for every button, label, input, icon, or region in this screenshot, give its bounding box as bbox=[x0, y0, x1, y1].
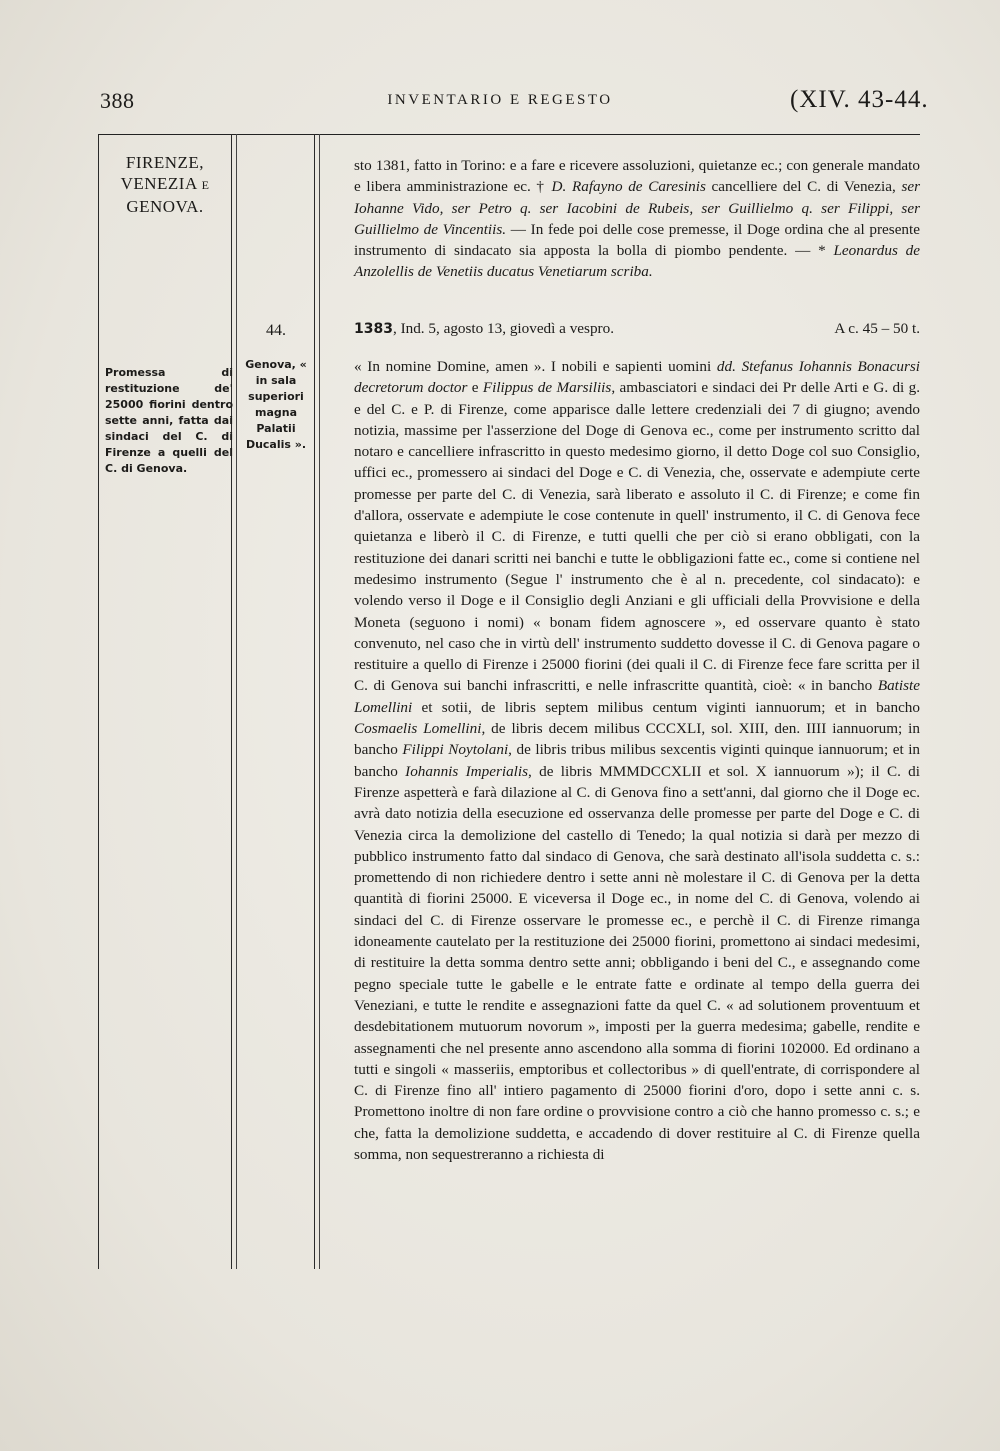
column-rule-right bbox=[314, 134, 315, 1269]
column-rule-left bbox=[98, 134, 99, 1269]
entry-year: 1383 bbox=[354, 321, 393, 337]
paragraph-continuation: sto 1381, fatto in Torino: e a fare e ricevere assoluzioni, quietanze ec.; con generale mandato e libera amministrazione ec. † D. Rafayno de Caresinis cancelliere del C. di Venezia, ser Iohanne Vido, ser Petro q. ser Iacobini de Rubeis, ser Guillielmo q. ser Filippi, ser Guillielmo de Vincentiis. — In fede poi delle cose premesse, il Doge ordina che al presente instrumento di sindacato sia apposta la bolla di piombo pendente. — * Leonardus de Anzolellis de Venetiis ducatus Venetiarum scriba. bbox=[354, 157, 920, 281]
column-rule-middle bbox=[231, 134, 232, 1269]
column-rule-right-inner bbox=[319, 134, 320, 1269]
document-location: Genova, « in sala superiori magna Palatii Ducalis ». bbox=[245, 358, 307, 451]
entry-date: , Ind. 5, agosto 13, giovedì a vespro. bbox=[392, 320, 614, 337]
running-title: INVENTARIO E REGESTO bbox=[387, 92, 613, 108]
folio-reference: A c. 45 – 50 t. bbox=[834, 320, 920, 337]
top-rule bbox=[98, 134, 920, 135]
section-reference: (XIV. 43-44. bbox=[790, 86, 929, 113]
paragraph-main: « In nomine Domine, amen ». I nobili e sapienti uomini dd. Stefanus Iohannis Bonacursi decretorum doctor e Filippus de Marsiliis, ambasciatori e sindaci dei Pr delle Arti e G. di g. e del C. e P. di Firenze, come apparisce dalle lettere credenziali dei 7 di giugno; avendo notizia, massime per l'asserzione del Doge di Genova ec., come per instrumento scritto dal notaro e cancelliere infrascritto in questo medesimo giorno, il detto Doge col suo Consiglio, uffici ec., promessero ai sindaci del Doge e C. di Venezia, che, osservate e adempiute certe promesse per parte del C. di Venezia, sarà liberato e assoluto il C. di Firenze; e come fin d'allora, osservate e adempiute le cose contenute in quell' instrumento, il C. di Genova fece quietanza e liberò il C. di Firenze, e tutti quelli che per ciò si erano obbligati, con la restituzione dei danari scritti nei banchi e tutte le obbligazioni fatte ec., come si contiene nel medesimo instrumento (Segue l' instrumento che è al n. precedente, col sindacato): e volendo verso il Doge e il Consiglio degli Anziani e gli ufficiali della Provvisione e della Moneta (seguono i nomi) « bonam fidem agnoscere », ed osservare quanto è stato convenuto, nel caso che in virtù dell' instrumento suddetto dovesse il C. di Genova pagare o restituire a quello di Firenze i 25000 fiorini (dei quali il C. di Firenze fece fare scritta per il C. di Genova sui banchi infrascritti, e nelle infrascritte quantità, cioè: « in bancho Batiste Lomellini et sotii, de libris septem milibus centum viginti iannuorum; et in bancho Cosmaelis Lomellini, de libris decem milibus CCCXLI, sol. XIII, den. IIII iannuorum; in bancho Filippi Noytolani, de libris tribus milibus sexcentis viginti quinque iannuorum; et in bancho Iohannis Imperialis, de libris MMMDCCXLII et sol. X iannuorum »); il C. di Firenze aspetterà e farà dilazione al C. di Genova fino a sett'anni, dal giorno che il Doge ec. avrà dato notizia della esecuzione ed osservanza delle promesse per parte del Doge e C. di Venezia circa la demolizione del castello di Tenedo; la qual notizia si darà per mezzo di pubblico instrumento fatto dal sindaco di Genova, che sarà destinato all'isola suddetta c. s.: promettendo di non richiedere dentro i sette anni nè molestare il C. di Genova per la detta quantità di fiorini 25000. E viceversa il Doge ec., in nome del C. di Genova, volendo ai sindaci del C. di Firenze osservare le promesse ec., e perchè il C. di Firenze rimanga idoneamente cautelato per la restituzione dei 25000 fiorini, promettono ai sindaci medesimi, di restituire la detta somma dentro sette anni; obbligando i beni del C., e assegnando come pegno speciale tutte le gabelle e le entrate fatte e ordinate al tempo della guerra dei Veneziani, e tutte le rendite e assegnazioni fatte da quel C. « ad solutionem proventuum et desdebitationem mutuorum novorum », imposti per la guerra medesima; gabelle, rendite e assegnamenti che nel presente anno ascendono alla somma di fiorini 102000. Ed ordinano a tutti e singoli « masseriis, emptoribus et collectoribus » di quell'entrate, di corrispondere al C. di Firenze fino all' intiero pagamento di 25000 fiorini d'oro, dopo i sette anni c. s. Promettono inoltre di non fare ordine o provvisione contro a ciò che hanno promesso c. s.; e che, fatta la demolizione suddetta, e accadendo di dover restituire al C. di Firenze quella somma, non sequestreranno a richiesta di bbox=[354, 358, 921, 1163]
entry-date-line bbox=[354, 320, 920, 342]
marginal-summary: Promessa di restituzione de' 25000 fiorini dentro sette anni, fatta dai sindaci del C. di Firenze a quelli del C. di Genova. bbox=[105, 366, 233, 475]
column-rule-middle-inner bbox=[236, 134, 237, 1269]
place-heading: FIRENZE, VENEZIA E GENOVA. bbox=[120, 153, 210, 216]
page-header bbox=[0, 88, 1000, 118]
page-number: 388 bbox=[100, 88, 135, 113]
document-number: 44. bbox=[266, 322, 286, 339]
